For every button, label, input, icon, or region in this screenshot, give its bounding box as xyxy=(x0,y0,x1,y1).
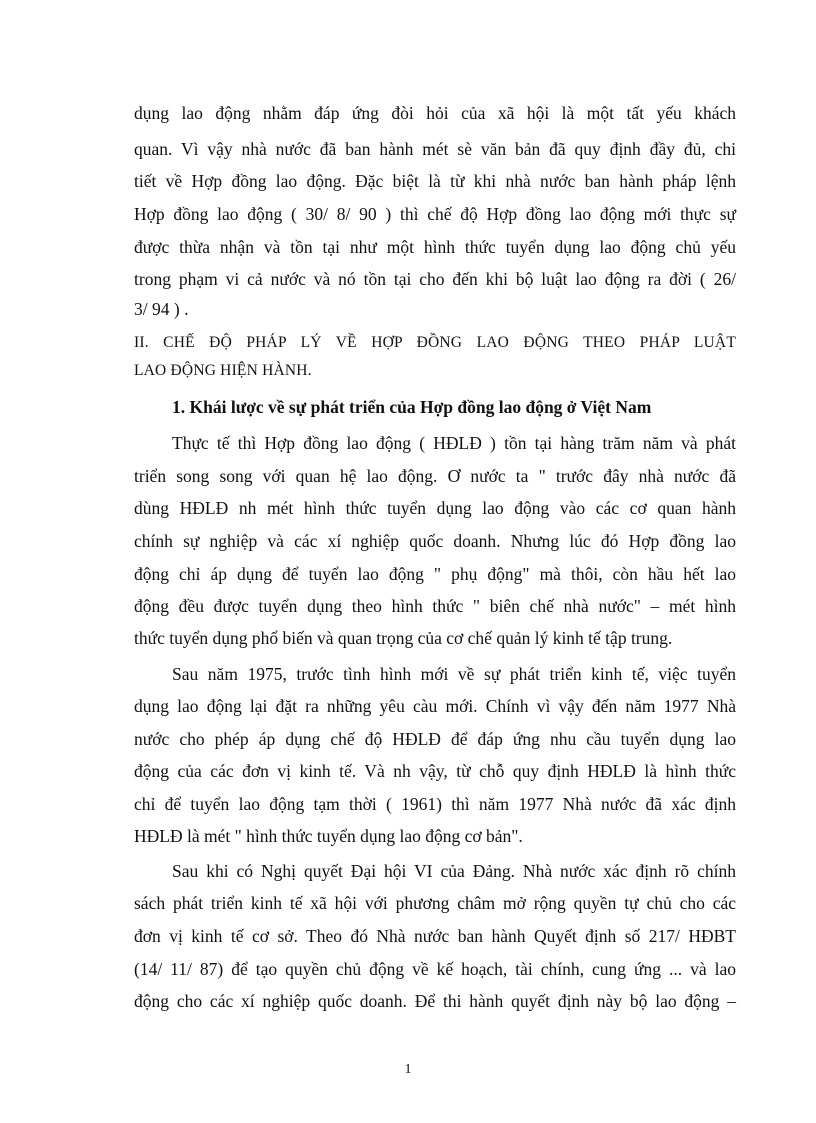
text-line: Hợp đồng lao động ( 30/ 8/ 90 ) thì chế độ Hợp đồng lao động mới thực sự xyxy=(134,204,736,224)
text-line: Sau khi có Nghị quyết Đại hội VI của Đảng. Nhà nước xác định rõ chính xyxy=(172,861,736,881)
section-heading: II. CHẾ ĐỘ PHÁP LÝ VỀ HỢP ĐỒNG LAO ĐỘNG THEO PHÁP LUẬT xyxy=(134,334,736,351)
subsection-heading: 1. Khái lược về sự phát triển của Hợp đồng lao động ở Việt Nam xyxy=(172,397,652,417)
text-line: được thừa nhận và tồn tại như một hình thức tuyển dụng lao động chủ yếu xyxy=(134,237,736,257)
text-line: sách phát triển kinh tế xã hội với phương châm mở rộng quyền tự chủ cho các xyxy=(134,893,736,913)
text-line: chỉ để tuyển lao động tạm thời ( 1961) thì năm 1977 Nhà nước đã xác định xyxy=(134,794,736,814)
text-line: tiết về Hợp đồng lao động. Đặc biệt là từ khi nhà nước ban hành pháp lệnh xyxy=(134,171,736,191)
text-line: triển song song với quan hệ lao động. Ơ nước ta " trước đây nhà nước đã xyxy=(134,466,736,486)
text-line: (14/ 11/ 87) để tạo quyền chủ động về kế hoạch, tài chính, cung ứng ... và lao xyxy=(134,959,736,979)
text-line: HĐLĐ là mét " hình thức tuyển dụng lao động cơ bản". xyxy=(134,826,523,846)
text-line: dùng HĐLĐ nh mét hình thức tuyển dụng lao động vào các cơ quan hành xyxy=(134,498,736,518)
text-line: động đều được tuyển dụng theo hình thức " biên chế nhà nước" – mét hình xyxy=(134,596,736,616)
text-line: 3/ 94 ) . xyxy=(134,299,189,319)
text-line: dụng lao động nhằm đáp ứng đòi hỏi của xã hội là một tất yếu khách xyxy=(134,103,736,123)
section-heading: LAO ĐỘNG HIỆN HÀNH. xyxy=(134,362,312,379)
text-line: trong phạm vi cả nước và nó tồn tại cho đến khi bộ luật lao động ra đời ( 26/ xyxy=(134,269,736,289)
text-line: chính sự nghiệp và các xí nghiệp quốc doanh. Nhưng lúc đó Hợp đồng lao xyxy=(134,531,736,551)
text-line: động chỉ áp dụng để tuyển lao động " phụ động" mà thôi, còn hầu hết lao xyxy=(134,564,736,584)
text-line: Thực tế thì Hợp đồng lao động ( HĐLĐ ) tồn tại hàng trăm năm và phát xyxy=(172,433,736,453)
text-line: đơn vị kinh tế cơ sở. Theo đó Nhà nước ban hành Quyết định số 217/ HĐBT xyxy=(134,926,736,946)
page-number: 1 xyxy=(404,1062,412,1077)
text-line: động của các đơn vị kinh tế. Và nh vậy, từ chỗ quy định HĐLĐ là hình thức xyxy=(134,761,736,781)
text-line: dụng lao động lại đặt ra những yêu càu mới. Chính vì vậy đến năm 1977 Nhà xyxy=(134,696,736,716)
text-line: quan. Vì vậy nhà nước đã ban hành mét sè văn bản đã quy định đầy đủ, chi xyxy=(134,139,736,159)
text-line: động cho các xí nghiệp quốc doanh. Để thi hành quyết định này bộ lao động – xyxy=(134,991,736,1011)
text-line: Sau năm 1975, trước tình hình mới về sự phát triển kinh tế, việc tuyển xyxy=(172,664,736,684)
text-line: nước cho phép áp dụng chế độ HĐLĐ để đáp ứng nhu cầu tuyển dụng lao xyxy=(134,729,736,749)
text-line: thức tuyển dụng phổ biến và quan trọng của cơ chế quản lý kinh tế tập trung. xyxy=(134,628,673,648)
